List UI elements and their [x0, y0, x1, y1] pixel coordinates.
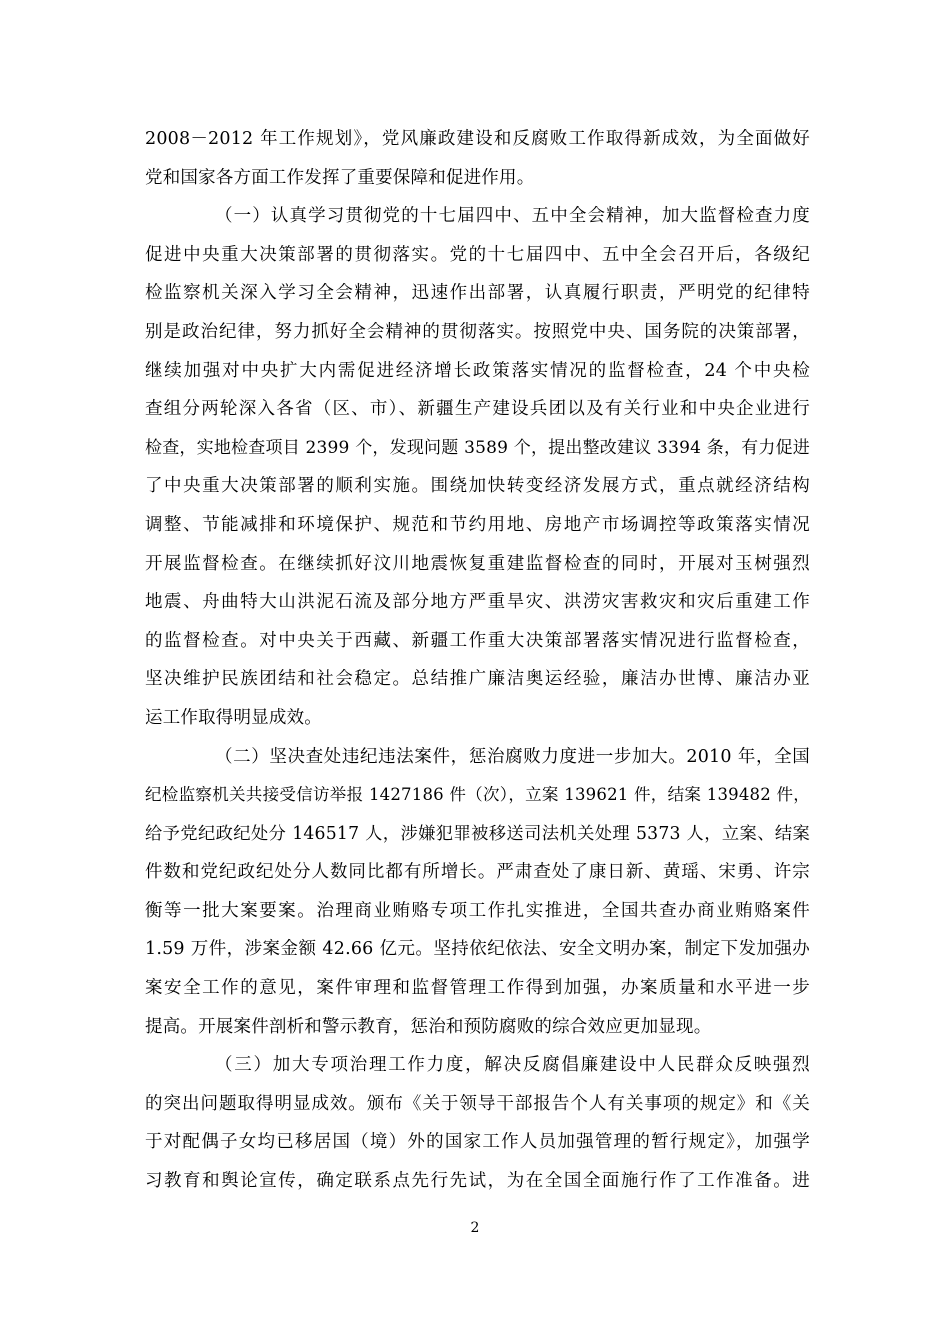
text-line: 查组分两轮深入各省（区、市）、新疆生产建设兵团以及有关行业和中央企业进行	[145, 399, 810, 420]
text-line: 提高。开展案件剖析和警示教育，惩治和预防腐败的综合效应更加显现。	[145, 1016, 712, 1037]
text-line: 继续加强对中央扩大内需促进经济增长政策落实情况的监督检查，24 个中央检	[145, 360, 810, 381]
text-line: 别是政治纪律，努力抓好全会精神的贯彻落实。按照党中央、国务院的决策部署，	[145, 321, 810, 342]
text-line: 于对配偶子女均已移居国（境）外的国家工作人员加强管理的暂行规定》，加强学	[145, 1132, 810, 1153]
text-line: 的监督检查。对中央关于西藏、新疆工作重大决策部署落实情况进行监督检查，	[145, 630, 810, 651]
text-line: （二）坚决查处违纪违法案件，惩治腐败力度进一步加大。2010 年，全国	[215, 746, 810, 767]
text-line: 地震、舟曲特大山洪泥石流及部分地方严重旱灾、洪涝灾害救灾和灾后重建工作	[145, 592, 810, 613]
text-line: 习教育和舆论宣传，确定联系点先行先试，为在全国全面施行作了工作准备。进	[145, 1171, 810, 1192]
text-line: 开展监督检查。在继续抓好汶川地震恢复重建监督检查的同时，开展对玉树强烈	[145, 553, 810, 574]
text-line: 1.59 万件，涉案金额 42.66 亿元。坚持依纪依法、安全文明办案，制定下发加强办	[145, 939, 810, 960]
text-line: 衡等一批大案要案。治理商业贿赂专项工作扎实推进，全国共查办商业贿赂案件	[145, 900, 810, 921]
text-line: 检查，实地检查项目 2399 个，发现问题 3589 个，提出整改建议 3394 条，有力促进	[145, 437, 810, 458]
text-line: （三）加大专项治理工作力度，解决反腐倡廉建设中人民群众反映强烈	[215, 1055, 810, 1076]
page-number: 2	[470, 1220, 480, 1236]
body-text	[145, 120, 810, 1201]
text-line: 2008－2012 年工作规划》，党风廉政建设和反腐败工作取得新成效，为全面做好	[145, 129, 810, 149]
text-line: 给予党纪政纪处分 146517 人，涉嫌犯罪被移送司法机关处理 5373 人，立案、结案	[145, 823, 810, 844]
text-line: 的突出问题取得明显成效。颁布《关于领导干部报告个人有关事项的规定》和《关	[145, 1093, 810, 1114]
text-line: 党和国家各方面工作发挥了重要保障和促进作用。	[145, 167, 535, 188]
text-line: 案安全工作的意见，案件审理和监督管理工作得到加强，办案质量和水平进一步	[145, 978, 810, 999]
text-line: 件数和党纪政纪处分人数同比都有所增长。严肃查处了康日新、黄瑶、宋勇、许宗	[145, 862, 810, 883]
text-line: 了中央重大决策部署的顺利实施。围绕加快转变经济发展方式，重点就经济结构	[145, 476, 810, 497]
text-line: 促进中央重大决策部署的贯彻落实。党的十七届四中、五中全会召开后，各级纪	[145, 244, 810, 265]
text-line: 检监察机关深入学习全会精神，迅速作出部署，认真履行职责，严明党的纪律特	[145, 283, 810, 304]
text-line: 运工作取得明显成效。	[145, 707, 322, 728]
text-line: 纪检监察机关共接受信访举报 1427186 件（次），立案 139621 件，结案 139482 件，	[145, 785, 810, 805]
text-line: 调整、节能减排和环境保护、规范和节约用地、房地产市场调控等政策落实情况	[145, 514, 810, 535]
text-line: （一）认真学习贯彻党的十七届四中、五中全会精神，加大监督检查力度	[215, 206, 810, 227]
text-line: 坚决维护民族团结和社会稳定。总结推广廉洁奥运经验，廉洁办世博、廉洁办亚	[145, 669, 810, 690]
